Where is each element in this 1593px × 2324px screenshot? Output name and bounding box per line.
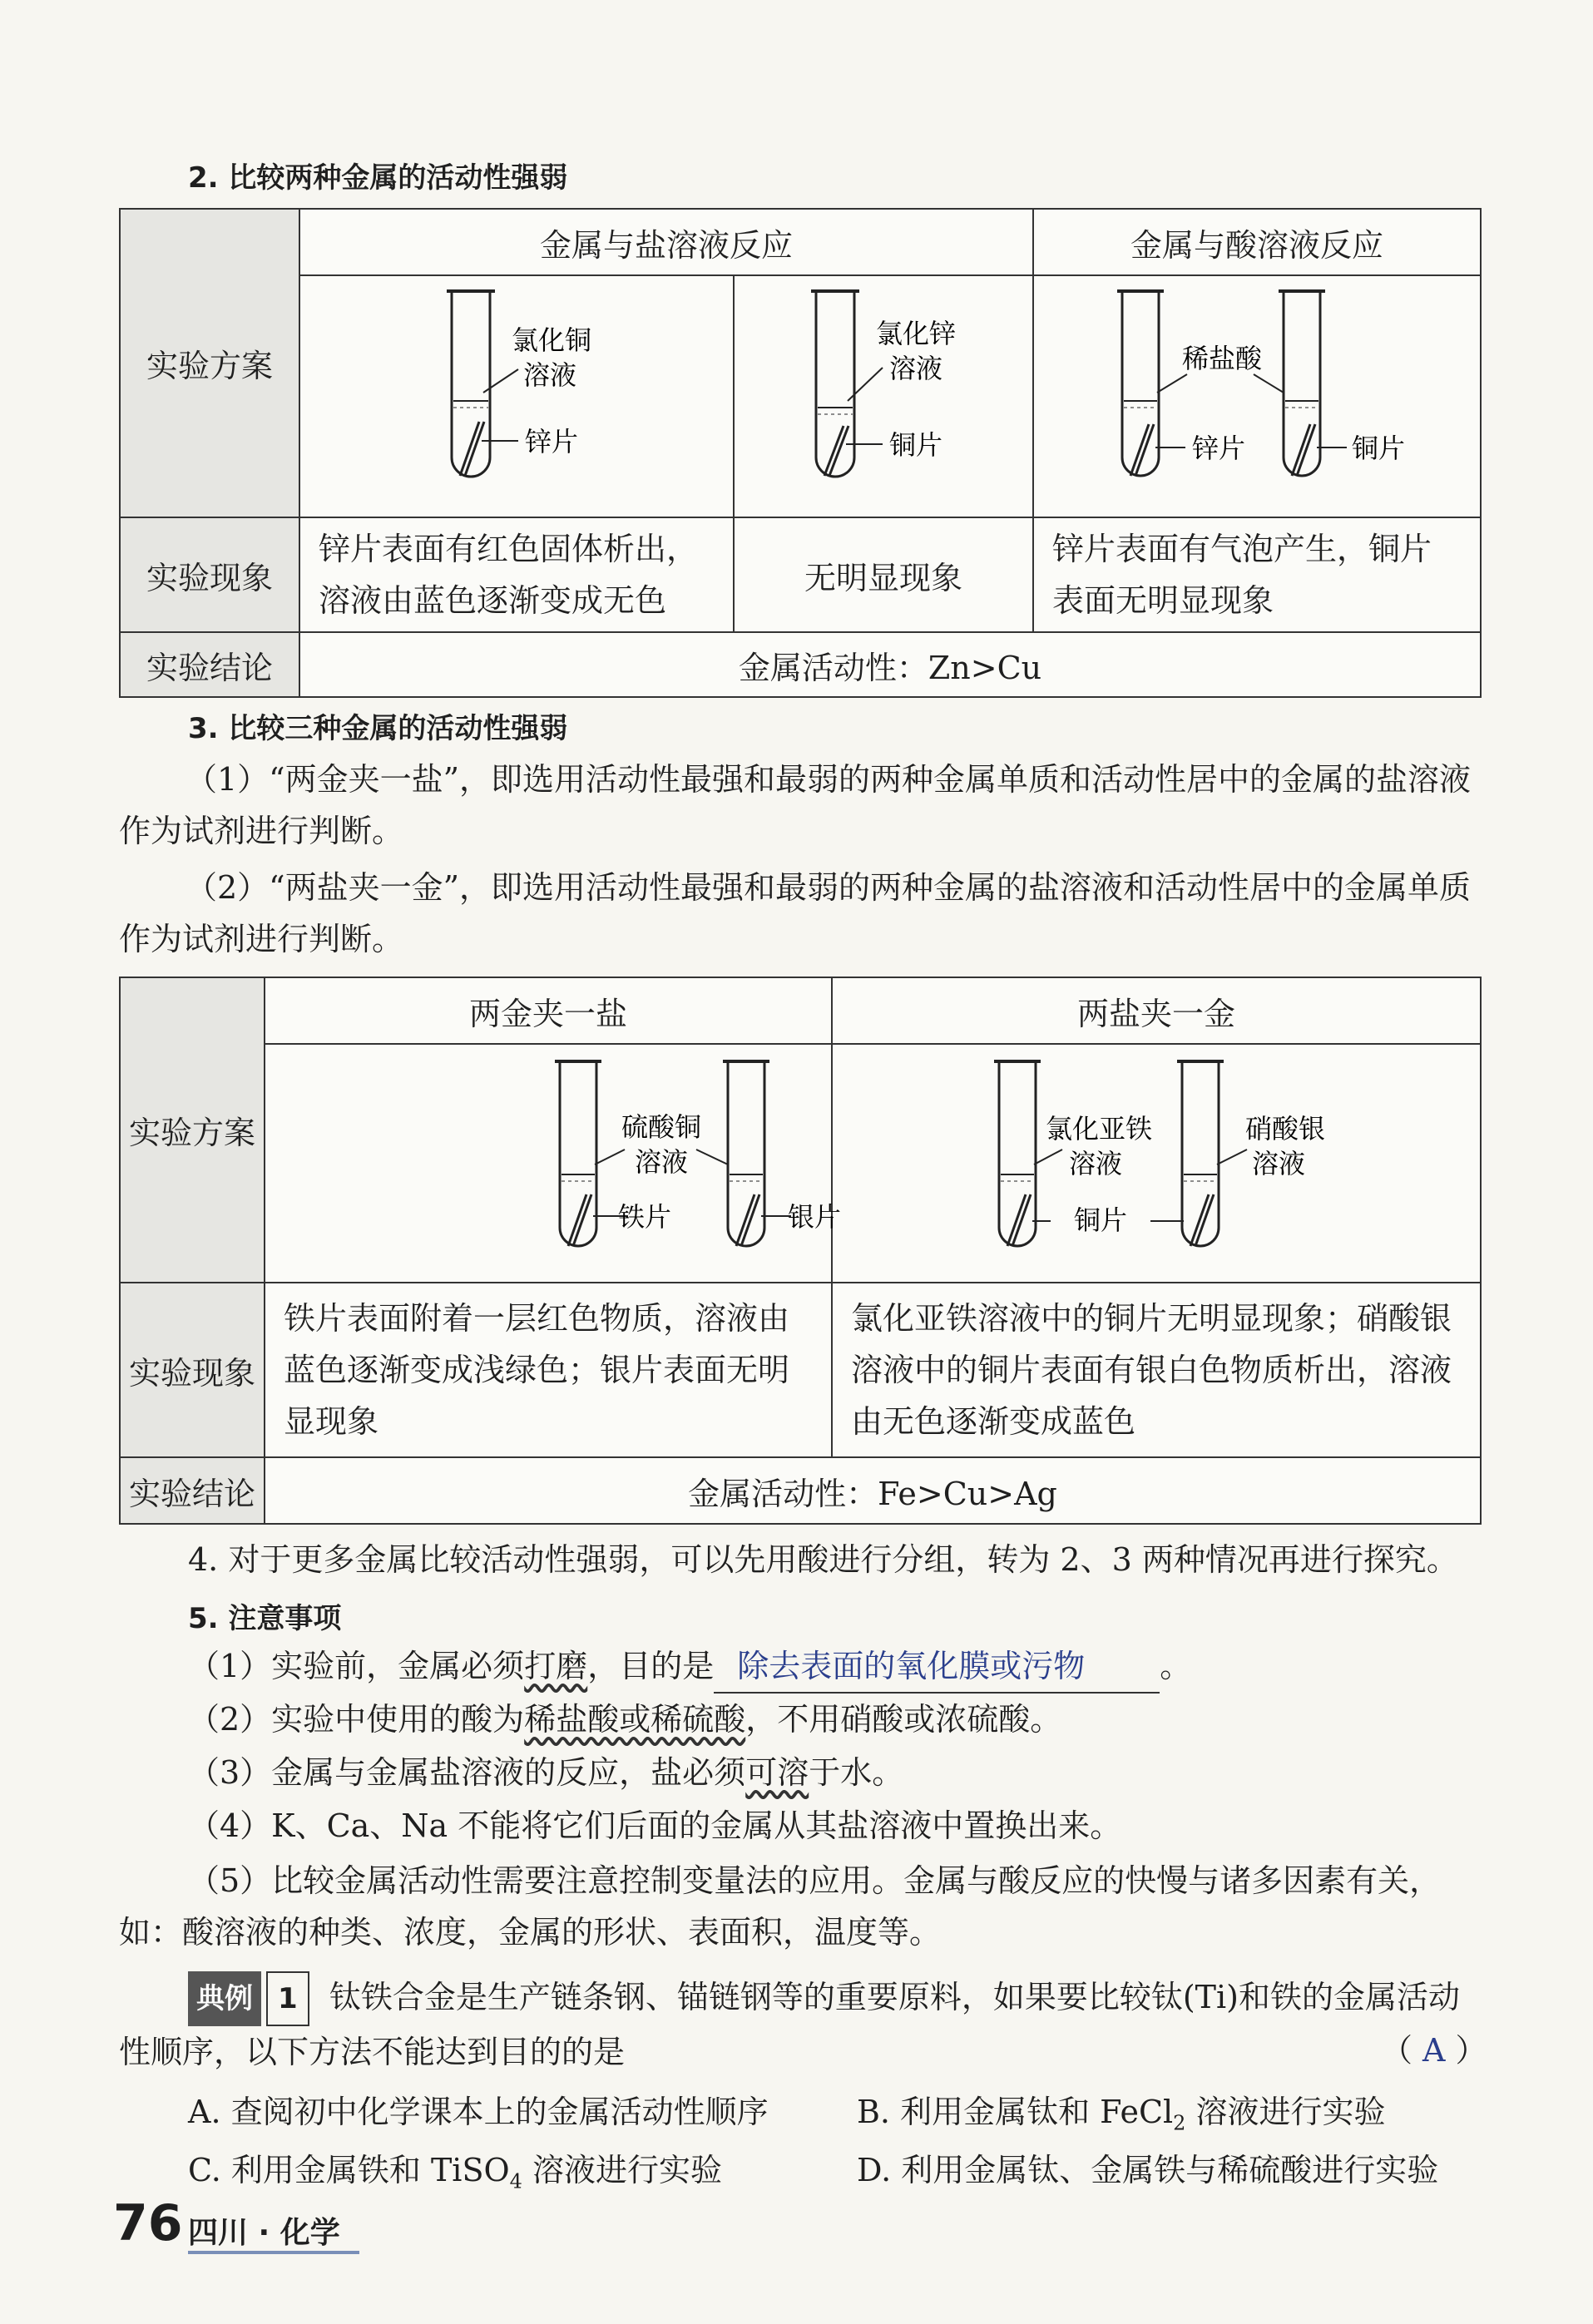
option-b-pre: B. 利用金属钛和 FeCl (857, 2094, 1174, 2130)
row-label-conclusion-2: 实验结论 (120, 1457, 265, 1524)
row-label-conclusion: 实验结论 (120, 632, 299, 697)
test-tube-cu-zncl2-icon (735, 276, 1032, 509)
tubeA-solution-2: 溶液 (634, 1146, 689, 1178)
option-c-sub: 4 (509, 2169, 522, 2193)
note-1 (188, 1640, 1486, 1694)
option-a: A. 查阅初中化学课本上的金属活动性顺序 (188, 2094, 769, 2130)
cell-tube-1 (299, 275, 734, 517)
phenomenon-2: 无明显现象 (734, 517, 1033, 632)
tubeA-solution-1: 硫酸铜 (621, 1111, 702, 1143)
tube1-metal: 锌片 (524, 426, 579, 457)
section5-heading: 5. 注意事项 (188, 1602, 342, 1635)
option-b (857, 2086, 1386, 2149)
option-d: D. 利用金属钛、金属铁与稀硫酸进行实验 (857, 2152, 1439, 2188)
tubeA-metal-right: 银片 (787, 1201, 842, 1233)
row-label-phenomenon-2: 实验现象 (120, 1283, 265, 1457)
tube2-solution-2: 溶液 (888, 353, 943, 384)
phenomenon-1: 锌片表面有红色固体析出，溶液由蓝色逐渐变成无色 (299, 517, 734, 632)
note-2-wavy: 稀盐酸或稀硫酸 (524, 1701, 746, 1738)
conclusion-zn-cu: 金属活动性：Zn>Cu (299, 632, 1481, 697)
table-three-metals (119, 977, 1482, 1525)
option-c-post: 溶液进行实验 (522, 2152, 723, 2188)
section4-text: 4. 对于更多金属比较活动性强弱，可以先用酸进行分组，转为 2、3 两种情况再进行探究。 (188, 1541, 1458, 1578)
cell-tubes-b (832, 1044, 1481, 1283)
note-3-pre: （3）金属与金属盐溶液的反应，盐必须 (188, 1754, 746, 1791)
conclusion-fe-cu-ag: 金属活动性：Fe>Cu>Ag (265, 1457, 1481, 1524)
section3-para2: （2）“两盐夹一金”，即选用活动性最强和最弱的两种金属的盐溶液和活动性居中的金属单质作为试剂进行判断。 (119, 869, 1472, 957)
answer-bracket (1381, 2025, 1487, 2076)
tubeB-solution-right-2: 溶液 (1251, 1148, 1306, 1179)
tubeA-metal-left: 铁片 (617, 1201, 672, 1233)
option-b-post: 溶液进行实验 (1185, 2094, 1386, 2130)
note-4: （4）K、Ca、Na 不能将它们后面的金属从其盐溶液中置换出来。 (188, 1807, 1122, 1844)
cell-tube-2 (734, 275, 1033, 517)
tube3-solution: 稀盐酸 (1181, 343, 1263, 374)
row-label-scheme-2: 实验方案 (120, 977, 265, 1283)
note-3-end: 于水。 (809, 1754, 904, 1791)
phenomenon-3: 锌片表面有气泡产生，铜片表面无明显现象 (1033, 517, 1481, 632)
test-tubes-acid-icon (1034, 276, 1480, 509)
header-two-metals-one-salt: 两金夹一盐 (265, 977, 832, 1044)
note-3 (188, 1747, 1486, 1798)
page-number: 76 (113, 2194, 183, 2252)
option-c-pre: C. 利用金属铁和 TiSO (188, 2152, 510, 2188)
answer-close: ） (1455, 2032, 1487, 2069)
note-1-pre: （1）实验前，金属必须 (188, 1648, 525, 1684)
phenomenon-left: 铁片表面附着一层红色物质，溶液由蓝色逐渐变成浅绿色；银片表面无明显现象 (265, 1283, 832, 1457)
row-label-phenomenon: 实验现象 (120, 517, 299, 632)
note-5: （5）比较金属活动性需要注意控制变量法的应用。金属与酸反应的快慢与诸多因素有关，如：酸溶液的种类、浓度，金属的形状、表面积，温度等。 (119, 1862, 1442, 1951)
note-2-end: ，不用硝酸或浓硫酸。 (745, 1701, 1062, 1738)
example-question: 钛铁合金是生产链条钢、锚链钢等的重要原料，如果要比较钛(Ti)和铁的金属活动性顺序，以下方法不能达到目的的是 (119, 1979, 1460, 2070)
answer-open: （ (1381, 2032, 1413, 2069)
cell-tube-3 (1033, 275, 1481, 517)
note-1-wavy: 打磨 (524, 1648, 588, 1684)
test-tube-zn-cucl2-icon (300, 276, 733, 509)
tube1-solution-1: 氯化铜 (511, 324, 592, 356)
footer-underline (188, 2251, 359, 2254)
header-acid-reaction: 金属与酸溶液反应 (1033, 209, 1481, 275)
note-1-blank (714, 1640, 1160, 1694)
tube2-solution-1: 氯化锌 (875, 318, 957, 349)
tube3-metal-left: 锌片 (1191, 433, 1246, 464)
option-c (188, 2144, 722, 2208)
note-2 (188, 1694, 1486, 1745)
example-question-block (119, 1971, 1483, 2078)
test-tubes-fe-ag-cuso4-icon (265, 1045, 842, 1274)
note-1-answer: 除去表面的氧化膜或污物 (737, 1648, 1086, 1684)
row-label-scheme: 实验方案 (120, 209, 299, 517)
tube1-solution-2: 溶液 (522, 359, 577, 391)
note-1-mid: ，目的是 (587, 1648, 715, 1684)
section3-heading: 3. 比较三种金属的活动性强弱 (188, 712, 568, 745)
test-tubes-cu-fecl2-agno3-icon (833, 1045, 1480, 1274)
section2-heading: 2. 比较两种金属的活动性强弱 (188, 161, 568, 195)
option-b-sub: 2 (1173, 2111, 1186, 2135)
footer-title: 四川 · 化学 (188, 2216, 340, 2250)
header-salt-reaction: 金属与盐溶液反应 (299, 209, 1033, 275)
table-two-metals (119, 208, 1482, 698)
tube3-metal-right: 铜片 (1351, 433, 1406, 464)
note-1-end: 。 (1160, 1648, 1192, 1684)
cell-tubes-a (265, 1044, 842, 1283)
note-2-pre: （2）实验中使用的酸为 (188, 1701, 525, 1738)
section3-para1: （1）“两金夹一盐”，即选用活动性最强和最弱的两种金属单质和活动性居中的金属的盐溶液作为试剂进行判断。 (119, 761, 1472, 849)
example-answer: A (1422, 2032, 1446, 2069)
example-number: 1 (266, 1971, 309, 2026)
tubeB-metal: 铜片 (1073, 1204, 1128, 1236)
phenomenon-right: 氯化亚铁溶液中的铜片无明显现象；硝酸银溶液中的铜片表面有银白色物质析出，溶液由无色逐渐变成蓝色 (832, 1283, 1481, 1457)
tubeB-solution-left-1: 氯化亚铁 (1045, 1113, 1153, 1145)
note-3-wavy: 可溶 (745, 1754, 809, 1791)
header-two-salts-one-metal: 两盐夹一金 (832, 977, 1481, 1044)
tubeB-solution-left-2: 溶液 (1068, 1148, 1123, 1179)
example-badge: 典例 (188, 1971, 261, 2026)
tubeB-solution-right-1: 硝酸银 (1244, 1113, 1326, 1145)
tube2-metal: 铜片 (888, 429, 943, 461)
